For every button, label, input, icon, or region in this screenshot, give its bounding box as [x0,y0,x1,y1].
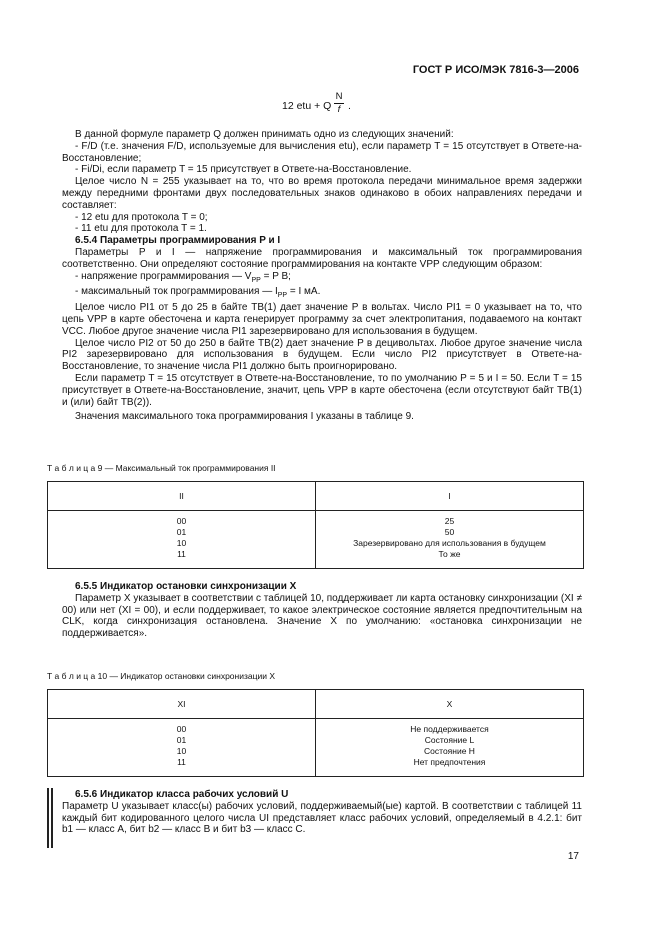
change-bar [47,788,53,848]
paragraph: Параметры P и I — напряжение программирования и максимальный ток программирования соответственно. Они определяют состояние программирования на контакте VPP следующим образом: [62,246,582,270]
list-item: - 12 etu для протокола T = 0; [75,211,208,223]
formula-denominator: f [337,104,341,115]
table-9 [47,481,584,569]
table-cell: 25 50 Зарезервировано для использования в будущем То же [316,511,584,569]
table-10-caption: Т а б л и ц а 10 — Индикатор остановки синхронизации X [47,671,275,681]
paragraph: Параметр U указывает класс(ы) рабочих условий, поддерживаемый(ые) картой. В соответствии с таблицей 11 каждый бит кодированного целого числа UI представляет класс рабочих условий, определяемый в 4.2.1: бит b1 — класс A, бит b2 — класс B и бит b3 — класс C. [62,800,582,836]
section-heading-6-5-6: 6.5.6 Индикатор класса рабочих условий U [75,789,289,800]
table-header: I [316,482,584,511]
table-cell: Не поддерживается Состояние L Состояние H Нет предпочтения [316,719,584,777]
paragraph: Целое число PI1 от 5 до 25 в байте TB(1) дает значение P в вольтах. Число PI1 = 0 указывает на то, что цепь VPP в карте обесточена и карта генерирует программу за счет электропитания, подаваемого на контакт VCC. Любое другое значение числа PI1 зарезервировано для использования в будущем. [62,302,582,337]
list-item: - напряжение программирования — $V_{PP} = P$ В; [75,270,291,284]
list-item: - максимальный ток программирования — $I_{PP} = I$ мА. [75,286,321,300]
paragraph: Целое число N = 255 указывает на то, что во время протокола передачи минимальное время задержки между передними фронтами двух последовательных знаков одинаково в обоих направлениях передачи и составляет: [62,176,582,211]
formula-end: . [348,100,351,112]
section-6-5-6 [62,789,582,836]
paragraph: Если параметр T = 15 отсутствует в Ответе-на-Восстановление, то по умолчанию P = 5 и I = 50. Если T = 15 присутствует в Ответе-на-Восстановление, значит, цепь VPP в карте обесточена (если отсутствуют байт TB(1) и (или) байт TB(2)). [62,372,582,408]
section-heading-6-5-4: 6.5.4 Параметры программирования P и I [75,235,281,247]
list-item: - Fi/Di, если параметр T = 15 присутствует в Ответе-на-Восстановление. [75,164,412,176]
table-header: X [316,690,584,719]
formula-left: 12 etu + Q [282,100,332,112]
paragraph: Параметр X указывает в соответствии с таблицей 10, поддерживает ли карта остановку синхронизации (XI ≠ 00) или нет (XI = 00), и если поддерживает, то какое электрическое состояние является предпочтительным на CLK, когда синхронизация остановлена. Значение X по умолчанию: «остановка синхронизации не поддерживается». [62,592,582,640]
section-6-5-5 [62,581,582,640]
page-number: 17 [567,851,579,862]
section-heading-6-5-5: 6.5.5 Индикатор остановки синхронизации X [75,581,297,592]
table-cell: 00 01 10 11 [48,511,316,569]
paragraph: Целое число PI2 от 50 до 250 в байте TB(2) дает значение P в децивольтах. Любое другое значение числа PI2 зарезервировано для использования в будущем. Если число PI2 присутствует в Ответе-на-Восстановление, то значение числа PI1 должно быть проигнорировано. [62,337,582,373]
formula-fraction [334,92,344,115]
table-10 [47,689,584,777]
paragraph: Значения максимального тока программирования I указаны в таблице 9. [75,411,414,423]
list-item: - F/D (т.е. значения F/D, используемые для вычисления etu), если параметр T = 15 отсутствует в Ответе-на-Восстановление; [62,140,582,164]
formula-numerator: N [335,91,343,102]
table-9-caption: Т а б л и ц а 9 — Максимальный ток программирования II [47,463,276,473]
paragraph: В данной формуле параметр Q должен принимать одно из следующих значений: [75,129,454,140]
table-header: XI [48,690,316,719]
list-item: - 11 etu для протокола T = 1. [75,223,207,235]
table-header: II [48,482,316,511]
table-cell: 00 01 10 11 [48,719,316,777]
document-header: ГОСТ Р ИСО/МЭК 7816-3—2006 [412,64,579,76]
paragraph-block-1 [62,129,582,423]
formula [282,92,402,126]
